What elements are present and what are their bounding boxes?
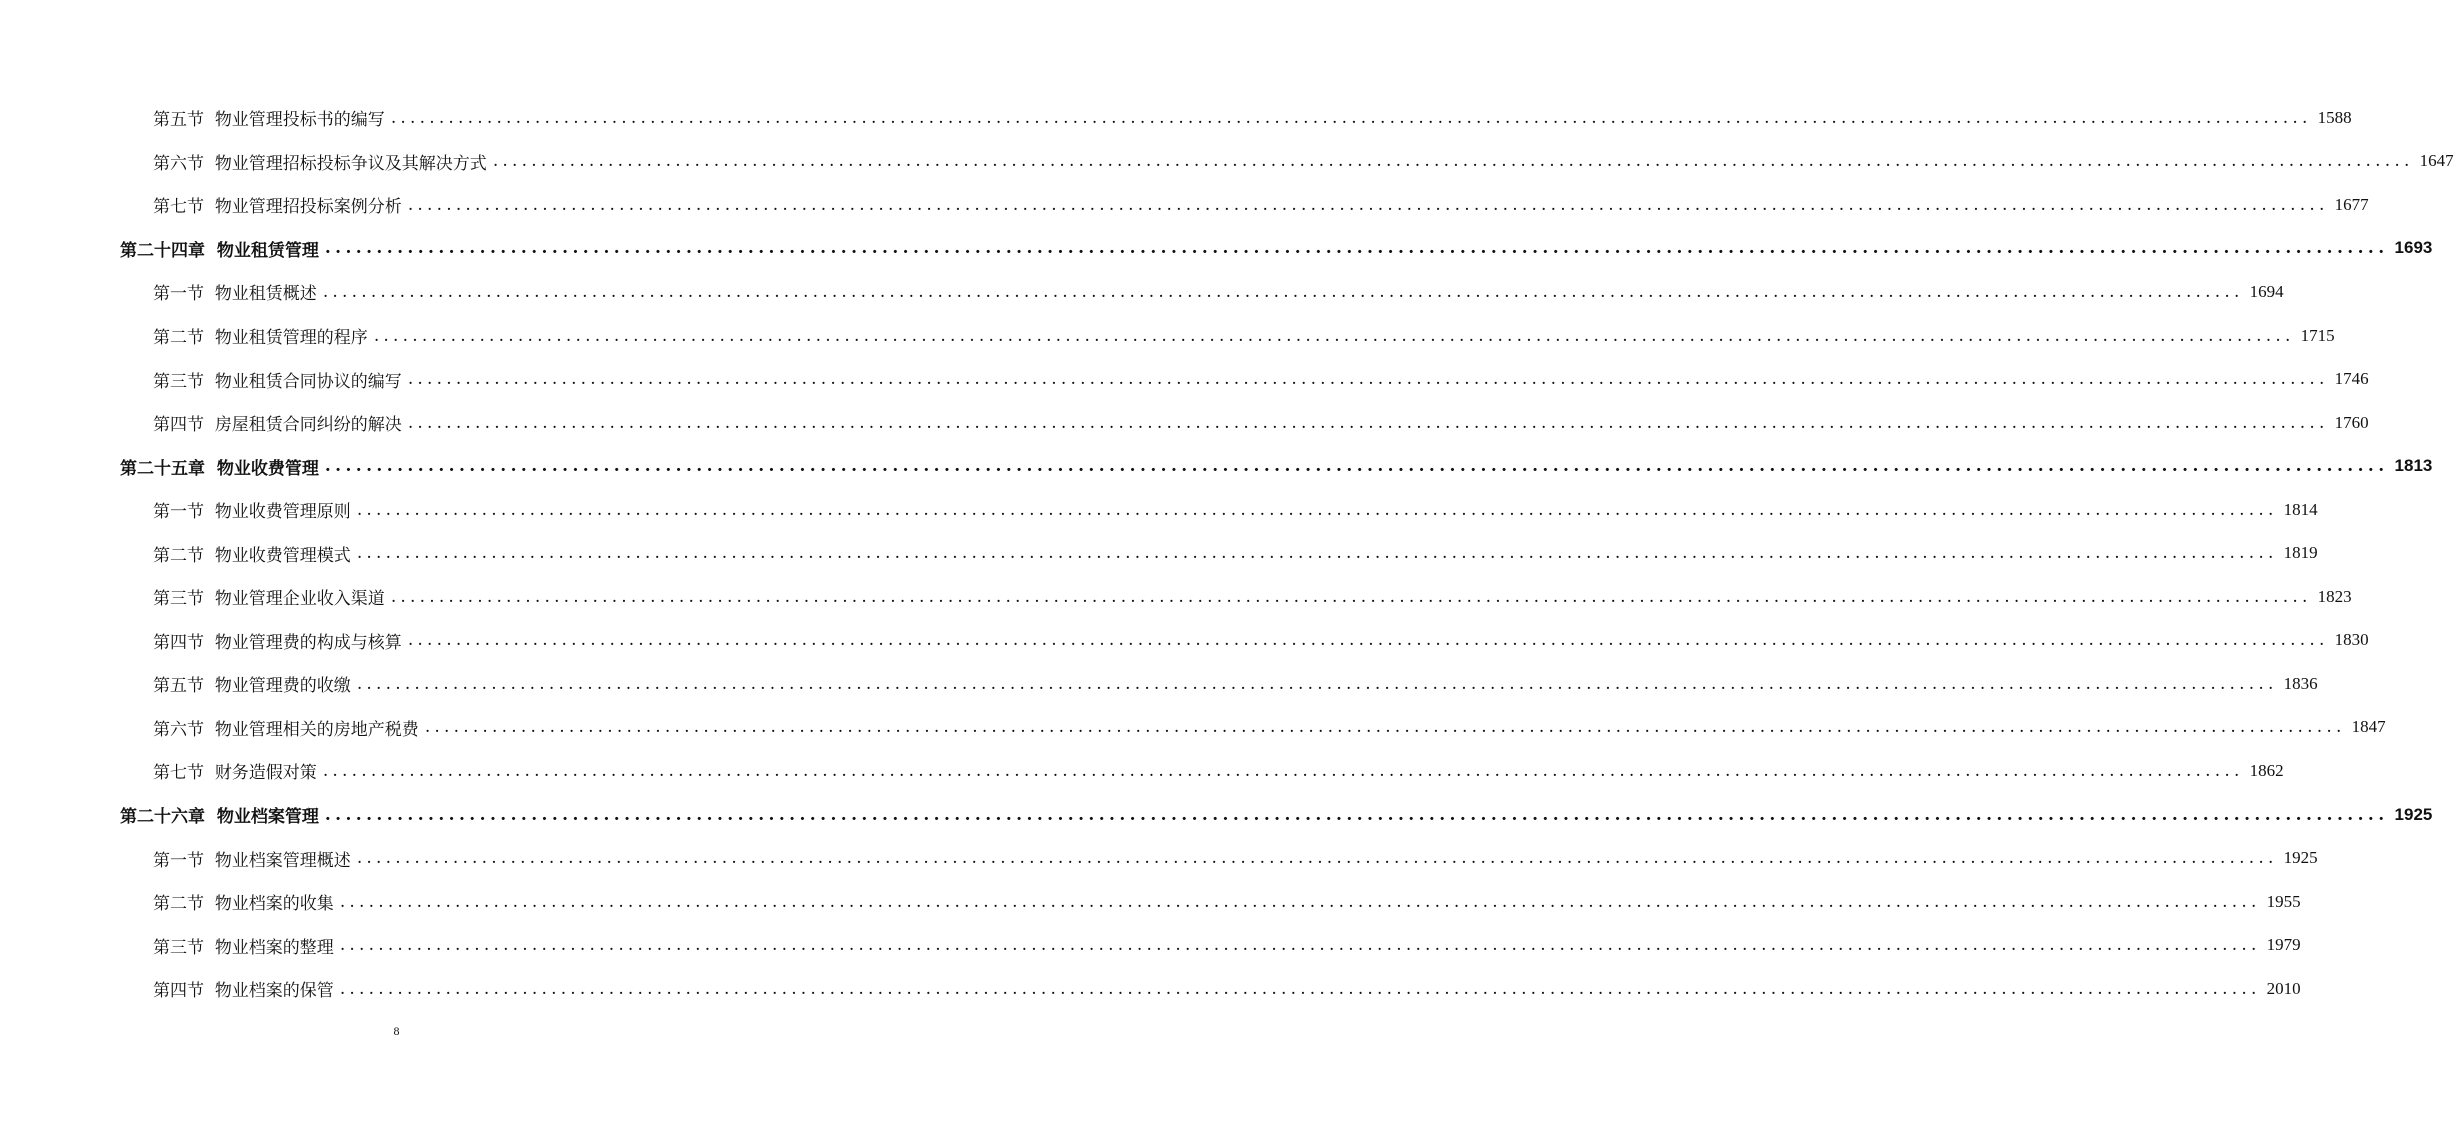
toc-entry-page: 1694: [2249, 281, 2284, 301]
toc-entry-spacer: [204, 630, 215, 650]
toc-dot-leader: ........................................................................................................................................................................................................: [407, 412, 2329, 433]
toc-entry-number: 第二节: [153, 894, 204, 915]
toc-section-entry[interactable]: [0, 96, 2352, 140]
toc-entry-number: 第一节: [153, 502, 204, 523]
toc-entry-spacer: [204, 108, 215, 128]
toc-entry-title: 物业档案的收集: [214, 894, 334, 915]
toc-section-entry[interactable]: [0, 140, 2454, 184]
toc-entry-number: 第四节: [153, 981, 204, 1002]
toc-chapter-entry[interactable]: [0, 227, 2433, 271]
toc-entry-spacer: [204, 195, 215, 215]
toc-entry-number: 第四节: [153, 632, 204, 653]
toc-dot-leader: ........................................................................................................................................................................................................: [407, 630, 2329, 651]
toc-dot-leader: ........................................................................................................................................................................................................: [356, 499, 2278, 520]
toc-entry-title: 物业档案的保管: [214, 981, 334, 1002]
page-number: 8: [393, 1024, 400, 1038]
toc-dot-leader: ........................................................................................................................................................................................................: [339, 891, 2261, 912]
toc-entry-title: 物业管理企业收入渠道: [214, 589, 385, 610]
toc-dot-leader: ........................................................................................................................................................................................................: [324, 456, 2389, 477]
toc-entry-page: 1715: [2300, 325, 2335, 345]
toc-section-entry[interactable]: [0, 880, 2301, 924]
toc-entry-spacer: [204, 587, 215, 607]
toc-section-entry[interactable]: [0, 836, 2318, 880]
toc-entry-spacer: [205, 238, 217, 258]
toc-entry-title: 物业管理投标书的编写: [214, 110, 385, 131]
toc-entry-spacer: [205, 805, 217, 825]
toc-entry-spacer: [204, 674, 215, 694]
toc-entry-spacer: [204, 848, 215, 868]
toc-entry-spacer: [204, 326, 215, 346]
toc-entry-spacer: [204, 151, 215, 171]
toc-entry-number: 第二十四章: [120, 240, 205, 261]
toc-entry-number: 第三节: [153, 371, 204, 392]
toc-entry-number: 第四节: [153, 415, 204, 436]
table-of-contents: [0, 96, 2454, 1010]
toc-entry-page: 1814: [2283, 499, 2318, 519]
toc-entry-title: 物业管理招标投标争议及其解决方式: [214, 153, 487, 174]
toc-entry-number: 第二节: [153, 328, 204, 348]
toc-dot-leader: ........................................................................................................................................................................................................: [407, 194, 2329, 215]
toc-entry-title: 物业管理费的构成与核算: [214, 632, 402, 653]
toc-entry-title: 物业档案管理: [216, 807, 319, 828]
toc-dot-leader: ........................................................................................................................................................................................................: [324, 804, 2389, 825]
toc-dot-leader: ........................................................................................................................................................................................................: [407, 369, 2329, 390]
toc-entry-number: 第六节: [153, 153, 204, 174]
toc-entry-title: 物业收费管理原则: [214, 502, 351, 523]
toc-entry-spacer: [204, 717, 215, 737]
toc-chapter-entry[interactable]: [0, 444, 2433, 488]
toc-entry-number: 第二十六章: [120, 807, 205, 828]
toc-entry-title: 物业收费管理: [216, 458, 319, 479]
toc-dot-leader: ........................................................................................................................................................................................................: [390, 586, 2312, 607]
toc-entry-page: 1588: [2317, 107, 2352, 127]
toc-entry-page: 1823: [2317, 586, 2352, 606]
toc-entry-spacer: [204, 369, 215, 389]
toc-section-entry[interactable]: [0, 314, 2335, 358]
toc-entry-title: 物业管理招投标案例分析: [214, 197, 402, 218]
toc-entry-spacer: [204, 413, 215, 433]
toc-entry-title: 物业收费管理模式: [214, 545, 351, 566]
toc-entry-number: 第五节: [153, 676, 204, 697]
toc-entry-page: 1693: [2394, 238, 2433, 258]
toc-entry-page: 1677: [2334, 194, 2369, 214]
toc-section-entry[interactable]: [0, 270, 2284, 314]
toc-entry-page: 1819: [2283, 543, 2318, 563]
toc-dot-leader: ........................................................................................................................................................................................................: [356, 543, 2278, 564]
toc-entry-title: 物业管理费的收缴: [214, 676, 351, 697]
toc-dot-leader: ........................................................................................................................................................................................................: [424, 717, 2346, 738]
toc-entry-spacer: [204, 543, 215, 563]
toc-section-entry[interactable]: [0, 749, 2284, 793]
toc-dot-leader: ........................................................................................................................................................................................................: [322, 281, 2244, 302]
toc-entry-title: 物业管理相关的房地产税费: [214, 719, 419, 740]
toc-entry-page: 1847: [2351, 717, 2386, 737]
toc-entry-spacer: [204, 935, 215, 955]
toc-dot-leader: ........................................................................................................................................................................................................: [492, 151, 2414, 172]
toc-section-entry[interactable]: [0, 575, 2352, 619]
toc-entry-page: 1955: [2266, 891, 2301, 911]
toc-dot-leader: ........................................................................................................................................................................................................: [324, 238, 2389, 259]
toc-entry-spacer: [204, 979, 215, 999]
toc-entry-title: 物业租赁管理: [216, 240, 319, 261]
toc-entry-page: 1925: [2394, 804, 2433, 824]
toc-entry-number: 第二节: [153, 545, 204, 566]
toc-section-entry[interactable]: [0, 488, 2318, 532]
toc-dot-leader: ........................................................................................................................................................................................................: [373, 325, 2295, 346]
toc-section-entry[interactable]: [0, 357, 2369, 401]
toc-entry-number: 第二十五章: [120, 458, 205, 479]
toc-entry-page: 2010: [2266, 978, 2301, 998]
toc-section-entry[interactable]: [0, 619, 2369, 663]
toc-entry-number: 第七节: [153, 197, 204, 218]
toc-dot-leader: ........................................................................................................................................................................................................: [339, 935, 2261, 956]
toc-entry-title: 物业租赁合同协议的编写: [214, 371, 402, 392]
toc-entry-page: 1746: [2334, 369, 2369, 389]
toc-entry-number: 第一节: [153, 284, 204, 305]
toc-entry-title: 物业租赁管理的程序: [214, 328, 368, 348]
toc-entry-page: 1760: [2334, 412, 2369, 432]
toc-entry-spacer: [204, 892, 215, 912]
toc-entry-spacer: [204, 500, 215, 520]
toc-dot-leader: ........................................................................................................................................................................................................: [322, 760, 2244, 781]
toc-entry-page: 1979: [2266, 935, 2301, 955]
toc-entry-title: 物业档案的整理: [214, 937, 334, 958]
toc-section-entry[interactable]: [0, 923, 2301, 967]
toc-entry-page: 1813: [2394, 456, 2433, 476]
toc-section-entry[interactable]: [0, 967, 2301, 1011]
toc-section-entry[interactable]: [0, 662, 2318, 706]
toc-entry-page: 1647: [2419, 151, 2454, 171]
toc-dot-leader: ........................................................................................................................................................................................................: [356, 848, 2278, 869]
toc-entry-number: 第三节: [153, 937, 204, 958]
toc-entry-title: 财务造假对策: [214, 763, 317, 784]
toc-section-entry[interactable]: [0, 706, 2386, 750]
toc-entry-spacer: [205, 456, 217, 476]
toc-entry-spacer: [204, 761, 215, 781]
toc-section-entry[interactable]: [0, 531, 2318, 575]
toc-entry-title: 物业租赁概述: [214, 284, 317, 305]
toc-entry-number: 第六节: [153, 719, 204, 740]
toc-entry-number: 第三节: [153, 589, 204, 610]
toc-dot-leader: ........................................................................................................................................................................................................: [339, 978, 2261, 999]
toc-entry-title: 房屋租赁合同纠纷的解决: [214, 415, 402, 436]
toc-entry-number: 第五节: [153, 110, 204, 131]
toc-entry-page: 1836: [2283, 673, 2318, 693]
toc-dot-leader: ........................................................................................................................................................................................................: [356, 673, 2278, 694]
toc-entry-page: 1925: [2283, 848, 2318, 868]
toc-entry-page: 1830: [2334, 630, 2369, 650]
toc-section-entry[interactable]: [0, 401, 2369, 445]
toc-entry-number: 第一节: [153, 850, 204, 871]
toc-entry-spacer: [204, 282, 215, 302]
toc-dot-leader: ........................................................................................................................................................................................................: [390, 107, 2312, 128]
toc-entry-page: 1862: [2249, 760, 2284, 780]
toc-entry-number: 第七节: [153, 763, 204, 784]
toc-entry-title: 物业档案管理概述: [214, 850, 351, 871]
toc-chapter-entry[interactable]: [0, 793, 2433, 837]
toc-section-entry[interactable]: [0, 183, 2369, 227]
